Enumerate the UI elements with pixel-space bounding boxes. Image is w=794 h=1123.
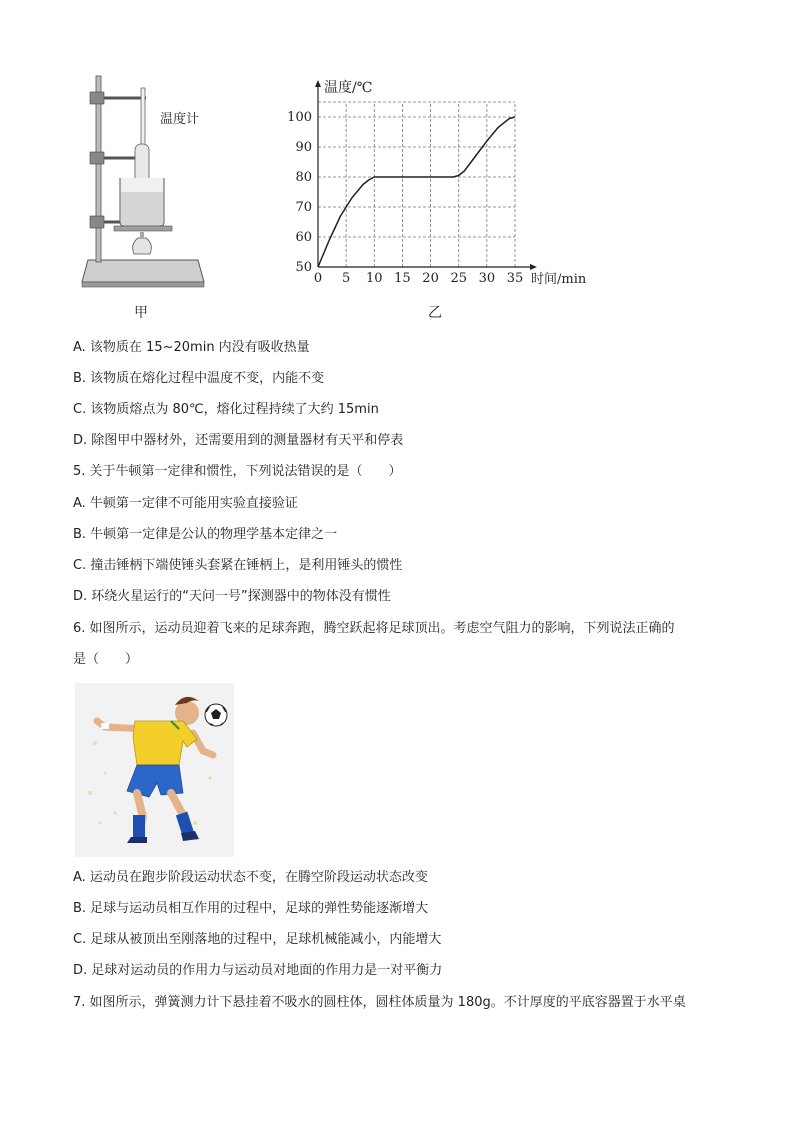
x-tick-label: 25 [450, 271, 467, 286]
temperature-graph [280, 74, 610, 289]
temperature-curve [318, 117, 515, 267]
x-axis-arrow [530, 264, 537, 270]
y-tick-label: 70 [295, 200, 312, 215]
x-tick-label: 15 [394, 271, 411, 286]
temperature-graph-svg [280, 74, 610, 289]
y-tick-label: 80 [295, 170, 312, 185]
q7-stem-line1: 7. 如图所示，弹簧测力计下悬挂着不吸水的圆柱体，圆柱体质量为 180g。不计厚度的平底容器置于水平桌 [73, 995, 686, 1010]
q5-stem: 5. 关于牛顿第一定律和惯性，下列说法错误的是（ ） [73, 464, 402, 479]
q5-option-c: C. 撞击锤柄下端使锤头套紧在锤柄上，是利用锤头的惯性 [73, 558, 403, 573]
q6-option-c: C. 足球从被顶出至刚落地的过程中，足球机械能减小，内能增大 [73, 932, 442, 947]
q6-option-d: D. 足球对运动员的作用力与运动员对地面的作用力是一对平衡力 [73, 963, 443, 978]
x-tick-label: 5 [342, 271, 351, 286]
q5-option-d: D. 环绕火星运行的“天问一号”探测器中的物体没有惯性 [73, 589, 391, 604]
x-tick-label: 30 [478, 271, 496, 286]
q5-option-b: B. 牛顿第一定律是公认的物理学基本定律之一 [73, 527, 338, 542]
q6-stem-line1: 6. 如图所示，运动员迎着飞来的足球奔跑，腾空跃起将足球顶出。考虑空气阻力的影响，下列说法正确的 [73, 621, 675, 636]
q4-option-a: A. 该物质在 15~20min 内没有吸收热量 [73, 340, 310, 355]
apparatus-drawing [80, 70, 210, 290]
apparatus-caption: 甲 [134, 305, 148, 321]
x-axis-label: 时间/min [531, 272, 587, 287]
y-axis-label: 温度/℃ [324, 80, 373, 96]
soccer-player-drawing [75, 683, 234, 857]
y-tick-label: 100 [287, 110, 312, 125]
y-tick-label: 50 [295, 260, 312, 275]
y-axis-arrow [315, 80, 321, 87]
apparatus-figure [80, 70, 210, 290]
q6-option-a: A. 运动员在跑步阶段运动状态不变，在腾空阶段运动状态改变 [73, 870, 428, 885]
q5-option-a: A. 牛顿第一定律不可能用实验直接验证 [73, 496, 298, 511]
x-tick-label: 0 [313, 271, 323, 286]
soccer-player-image [75, 683, 234, 857]
graph-caption: 乙 [428, 305, 442, 321]
q4-option-c: C. 该物质熔点为 80℃，熔化过程持续了大约 15min [73, 402, 379, 417]
q4-option-d: D. 除图甲中器材外，还需要用到的测量器材有天平和停表 [73, 433, 404, 448]
y-tick-label: 90 [295, 140, 312, 155]
x-tick-label: 35 [506, 271, 524, 286]
thermometer-label: 温度计 [160, 112, 200, 127]
x-tick-label: 20 [422, 271, 439, 286]
q6-stem-line2: 是（ ） [73, 652, 139, 667]
y-tick-label: 60 [295, 230, 312, 245]
q6-option-b: B. 足球与运动员相互作用的过程中，足球的弹性势能逐渐增大 [73, 901, 429, 916]
q4-option-b: B. 该物质在熔化过程中温度不变，内能不变 [73, 371, 325, 386]
x-tick-label: 10 [366, 271, 383, 286]
